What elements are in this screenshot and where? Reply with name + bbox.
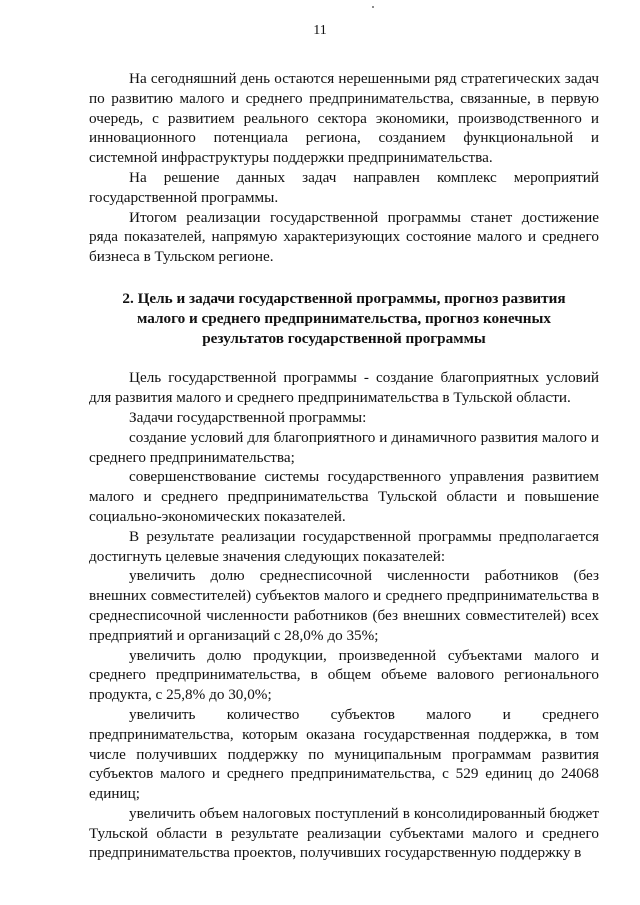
scan-speck bbox=[372, 6, 374, 8]
goal-paragraph: Цель государственной программы - создание благоприятных условий для развития малого и среднего предпринимательства в Тульской области. bbox=[89, 369, 599, 407]
result-item: увеличить долю среднесписочной численности работников (без внешних совместителей) субъектов малого и среднего предпринимательства в среднесписочной численности работников (без внешних совместителей) всех предприятий и организаций с 28,0% до 35%; bbox=[89, 567, 599, 644]
result-item: увеличить объем налоговых поступлений в консолидированный бюджет Тульской области в результате реализации субъектами малого и среднего предпринимательства проектов, получивших государственную поддержку в bbox=[89, 804, 599, 862]
results-intro: В результате реализации государственной программы предполагается достигнуть целевые значения следующих показателей: bbox=[89, 527, 599, 565]
task-item: совершенствование системы государственного управления развитием малого и среднего предпринимательства Тульской области и повышение социально-экономических показателей. bbox=[89, 468, 599, 525]
result-item: увеличить долю продукции, произведенной субъектами малого и среднего предпринимательства, в общем объеме валового регионального продукта, с 25,8% до 30,0%; bbox=[89, 646, 599, 704]
intro-paragraph-3: Итогом реализации государственной программы станет достижение ряда показателей, напрямую характеризующих состояние малого и среднего бизнеса в Тульском регионе. bbox=[89, 208, 599, 266]
section-heading: 2. Цель и задачи государственной программы, прогноз развития малого и среднего предпринимательства, прогноз конечных результатов государственной программы bbox=[122, 289, 566, 347]
result-item: увеличить количество субъектов малого и среднего предпринимательства, которым оказана государственная поддержка, в том числе получивших поддержку по муниципальным программам развития субъектов малого и среднего предпринимательства, с 529 единиц до 24068 единиц; bbox=[89, 705, 599, 803]
tasks-heading: Задачи государственной программы: bbox=[129, 408, 367, 426]
page-number: 11 bbox=[313, 23, 327, 38]
intro-paragraph-2: На решение данных задач направлен комплекс мероприятий государственной программы. bbox=[89, 168, 599, 206]
task-item: создание условий для благоприятного и динамичного развития малого и среднего предпринимательства; bbox=[89, 428, 599, 466]
intro-paragraph-1: На сегодняшний день остаются нерешенными ряд стратегических задач по развитию малого и среднего предпринимательства, связанные, в первую очередь, с развитием реального сектора экономики, производственного и инновационного потенциала региона, созданием функциональной и системной инфраструктуры поддержки предпринимательства. bbox=[89, 70, 599, 167]
page-content bbox=[89, 69, 599, 863]
